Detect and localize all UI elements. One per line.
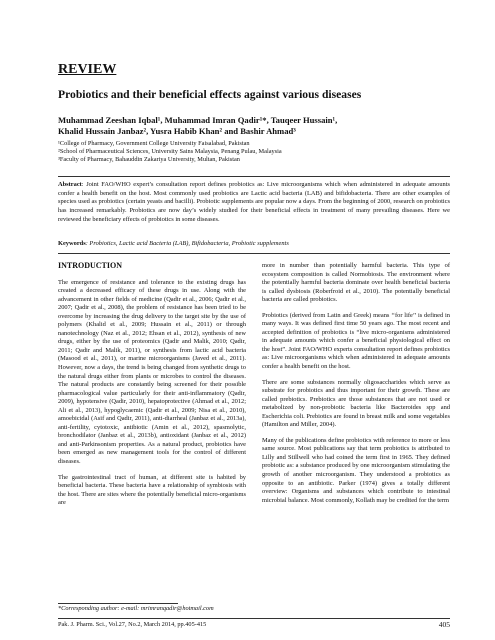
affiliation-2: ²School of Pharmaceutical Sciences, University Sains Malaysia, Penang Pulau, Malaysia (58, 148, 282, 156)
paragraph: There are some substances normally oligosaccharides which serve as substrate for probiotics and thus important for their growth. These are called prebiotics. Prebiotics are those substances that are not used or metabolized by non-probiotic bacteria like Bacteroides spp and Escherichia coli. Prebiotics are found in breast milk and some vegetables (Hamilton and Miller, 2004). (262, 378, 450, 429)
footer-rule (58, 618, 450, 619)
corresponding-author-footnote: *Corresponding author: e-mail: mrimranqadir@hotmail.com (58, 605, 214, 612)
page-number: 405 (438, 620, 450, 629)
paragraph: The emergence of resistance and tolerance to the existing drugs has created a decreased efficacy of these drugs in use. Along with the advancement in other fields of medicine (Qadir et al., 2006; Qadir et al., 2007; Qadir et al., 2008), the problem of resistance has been tried to be overcome by increasing the drug delivery to the target site by the use of polymers (Khalid et al., 2009; Hussain et al., 2011) or through nanotechnology (Naz et al., 2012; Ehsan et al., 2012), synthesis of new drugs, either by the use of proteomics (Qadir and Malik, 2010; Qadir, 2011; Qadir and Malik, 2011), or synthesis from lactic acid bacteria (Masood et al., 2011), or marine microorganisms (Javed et al., 2011). However, now a days, the trend is being changed from synthetic drugs to the natural drugs either from plants or microbes to control the diseases. The natural products are constantly being screened for their possible pharmacological value particularly for their anti-inflammatory (Qadir, 2009), hypotensive (Qadir, 2010), hepatoprotective (Ahmad et al., 2012; Ali et al., 2013), hypoglycaemic (Qadir et al., 2009; Nisa et al., 2010), amoebicidal (Asif and Qadir, 2011), anti-diarrheal (Janbaz et al., 2013a), anti-fertility, cytotoxic, antibiotic (Amin et al., 2012), spasmolytic, bronchodilator (Janbaz et al., 2013b), antioxidant (Janbaz et al., 2012) and anti-Parkinsonism properties. As a natural product, probiotics have been emerged as new management tools for the control of different diseases. (58, 278, 246, 466)
keywords-text: : Probiotics, Lactic acid Bacteria (LAB), Bifidobacteria, Probiotic supplements (85, 240, 289, 247)
author-line-2: Khalid Hussain Janbaz², Yusra Habib Khan² and Bashir Ahmad³ (58, 126, 296, 136)
abstract-bottom-rule (58, 253, 450, 254)
author-line-1: Muhammad Zeeshan Iqbal¹, Muhammad Imran Qadir¹*, Tauqeer Hussain¹, (58, 115, 338, 125)
affiliations (58, 140, 458, 165)
journal-citation: Pak. J. Pharm. Sci., Vol.27, No.2, March 2014, pp.405-415 (58, 621, 207, 628)
left-column (58, 262, 246, 515)
footnote-rule (58, 603, 178, 604)
abstract-label: Abstract (58, 181, 82, 188)
author-list (58, 115, 458, 137)
paragraph: more in number than potentially harmful bacteria. This type of ecosystem composition is called Normobiosis. The environment where the potentially harmful bacteria dominate over health beneficial bacteria is called dysbiosis (Roberfroid et al., 2010). The potentially beneficial bacteria are called probiotics. (262, 262, 450, 304)
abstract-top-rule (58, 176, 450, 177)
right-column (262, 262, 450, 512)
paragraph: Many of the publications define probiotics with reference to more or less same source. Most publications say that term probiotics is attributed to Lilly and Stillwell who had coined the term first in 1965. They defined probiotic as: a substance produced by one microorganism stimulating the growth of another microorganism. They understood a probiotics as opposite to an antibiotic. Parker (1974) gives a totally different overview: Organisms and substances which contribute to intestinal microbial balance. Most commonly, Kollath may be credited for the term (262, 436, 450, 504)
abstract (58, 181, 450, 225)
keywords-label: Keywords (58, 240, 86, 247)
article-title: Probiotics and their beneficial effects against various diseases (58, 88, 362, 101)
abstract-text: : Joint FAO/WHO expert’s consultation report defines probiotics as: Live microorganisms which when administered in adequate amounts confer a health benefit on the host. Most commonly used probiotics are Lactic acid bacteria (LAB) and bifidobacteria. There are other examples of species used as probiotics (certain yeasts and bacilli). Probiotic supplements are popular now a days. From the beginning of 2000, research on probiotics has increased remarkably. Probiotics are now day’s widely studied for their beneficial effects in treatment of many prevailing diseases. Here we reviewed the beneficiary effects of probiotics in some diseases. (58, 181, 450, 223)
affiliation-3: ³Faculty of Pharmacy, Bahauddin Zakariya University, Multan, Pakistan (58, 156, 240, 164)
affiliation-1: ¹College of Pharmacy, Government College University Faisalabad, Pakistan (58, 140, 250, 147)
paragraph: Probiotics (derived from Latin and Greek) means ‘‘for life’’ is defined in many ways. It was defined first time 50 years ago. The most recent and accepted definition of probiotics is “live micro-organisms administered in adequate amounts which confer a beneficial physiological effect on the host”. Joint FAO/WHO experts consultation report defines probiotics as: Live microorganisms which when administered in adequate amounts confer a health benefit on the host. (262, 311, 450, 371)
section-heading: INTRODUCTION (58, 261, 123, 270)
keywords (58, 240, 450, 247)
paragraph: The gastrointestinal tract of human, at different site is habited by beneficial bacteria. These bacteria have a relationship of symbiosis with the host. There are sites where the potentially beneficial micro-organisms are (58, 473, 246, 507)
section-label: REVIEW (58, 62, 117, 77)
